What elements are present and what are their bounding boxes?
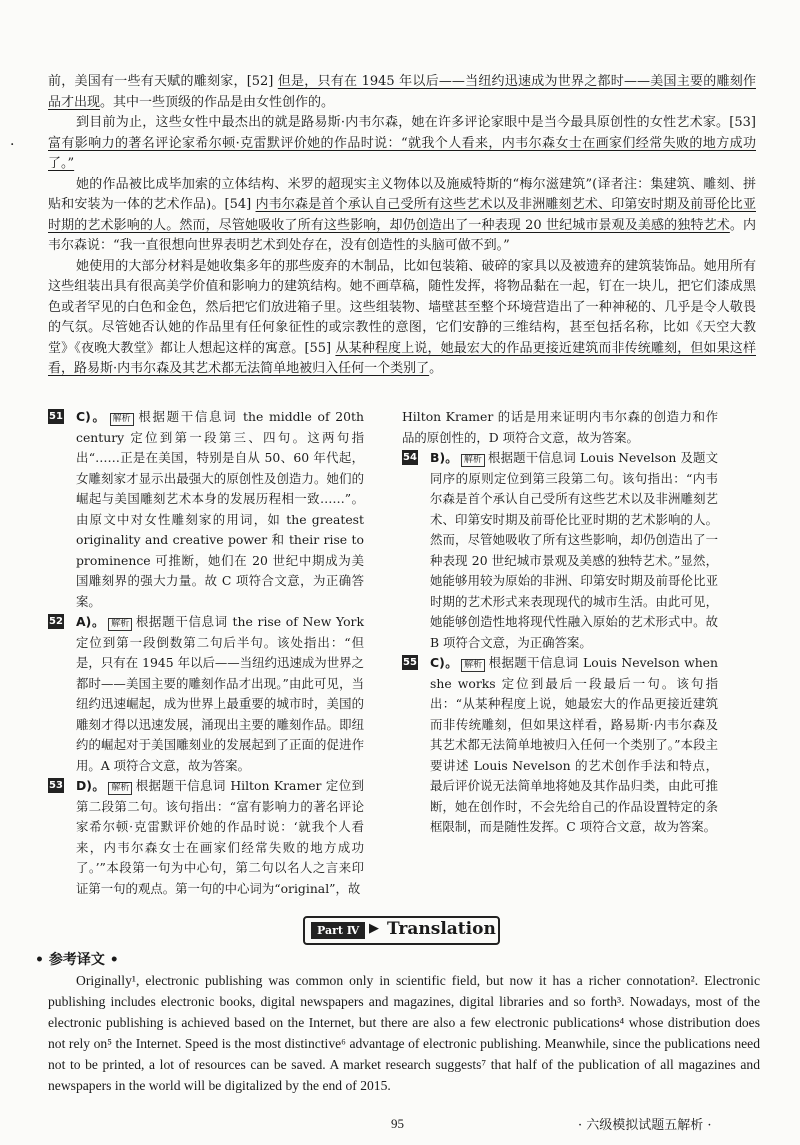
margin-dot: ·: [10, 137, 15, 153]
analysis-label: 解析: [110, 413, 134, 426]
passage-paragraph: 她的作品被比成毕加索的立体结构、米罗的超现实主义物体以及施威特斯的“梅尔滋建筑”(译者注：集建筑、雕刻、拼贴和安装为一体的艺术作品)。[54] 内韦尔森是首个承认自己受所有这些艺术以及非洲雕刻艺术、印第安时期及前哥伦比亚时期的艺术影响的人。然而，尽管她吸收了所有这些影响，却仍创造出了一种表现 20 世纪城市景观及美感的独特艺术。内韦尔森说：“我一直很想向世界表明艺术到处存在，没有创造性的头脑可做不到。”: [48, 176, 756, 253]
passage-paragraph: 前，美国有一些有天赋的雕刻家，[52] 但是，只有在 1945 年以后——当纽约迅速成为世界之都时——美国主要的雕刻作品才出现。其中一些顶级的作品是由女性创作的。: [48, 74, 756, 110]
question-number: 55: [403, 657, 417, 668]
question-number: 54: [403, 452, 417, 463]
underlined-sentence: 富有影响力的著名评论家希尔顿·克雷默评价她的作品时说：“就我个人看来，内韦尔森女士在画家们经常失败的地方成功了。”: [48, 135, 756, 171]
answer-letter: C)。: [430, 655, 459, 670]
section-banner: [303, 916, 500, 945]
passage-paragraph: 她使用的大部分材料是她收集多年的那些废弃的木制品，比如包装箱、破碎的家具以及被遗弃的建筑装饰品。她用所有这些组装出具有很高美学价值和影响力的建筑结构。她不画草稿，随性发挥，将物品黏在一起，钉在一块儿，把它们漆成黑色或者罕见的白色和金色，然后把它们放进箱子里。这些组装物、墙壁甚至整个环境营造出了一种神秘的、几乎是令人敬畏的气氛。尽管她否认她的作品里有任何象征性的或宗教性的意图，它们安静的三维结构，甚至包括名称，比如《天空大教堂》《夜晚大教堂》都让人想起这样的寓意。[55] 从某种程度上说，她最宏大的作品更接近建筑而非传统雕刻，但如果这样看，路易斯·内韦尔森及其艺术都无法简单地被归入任何一个类别了。: [48, 258, 756, 376]
passage-paragraph: 到目前为止，这些女性中最杰出的就是路易斯·内韦尔森，她在许多评论家眼中是当今最具原创性的女性艺术家。[53] 富有影响力的著名评论家希尔顿·克雷默评价她的作品时说：“就我个人看来，内韦尔森女士在画家们经常失败的地方成功了。”: [48, 115, 756, 171]
underlined-sentence: 从某种程度上说，她最宏大的作品更接近建筑而非传统雕刻，但如果这样看，路易斯·内韦尔森及其艺术都无法简单地被归入任何一个类别了: [48, 340, 756, 376]
running-footer: · 六级模拟试题五解析 ·: [578, 1118, 712, 1133]
answer-letter: B)。: [430, 450, 458, 465]
answer-letter: A)。: [76, 614, 106, 629]
answer-explanation: 根据题干信息词 Louis Nevelson when she works 定位到最后一段最后一句。该句指出：“从某种程度上说，她最宏大的作品更接近建筑而非传统雕刻，但如果这样看，路易斯·内韦尔森及其艺术都无法简单地被归入任何一个类别了。”本段主要讲述 Louis Nevelson 的艺术创作手法和特点，最后评价说无法简单地将她及其作品归类，由此可推断，她在创作时，不会先给自己的作品设置特定的条框限制，而是随性发挥。C 项符合文意，故为答案。: [430, 655, 718, 834]
translation-text: [48, 970, 760, 1096]
page-number: 95: [391, 1116, 404, 1131]
answer-item: [48, 612, 364, 776]
translation-paragraph: Originally¹, electronic publishing was common only in scientific field, but now it has a richer connotation². Electronic publishing includes electronic books, digital newspapers and magazines, digital libraries and so forth³. Nowadays, most of the electronic publishing is achieved based on the Internet, but there are also a few electronic publications⁴ whose distribution does not rely on⁵ the Internet. Speed is the most distinctive⁶ advantage of electronic publishing. Meanwhile, since the publications need not to be printed, a lot of resources can be saved. A market research suggests⁷ that half of the publication of all magazines and newspapers in the world will be digitalized by the end of 2015.: [48, 973, 760, 1093]
question-number: 51: [49, 411, 63, 422]
answer-explanation: 根据题干信息词 Hilton Kramer 定位到第二段第二句。该句指出：“富有影响力的著名评论家希尔顿·克雷默评价她的作品时说：‘就我个人看来，内韦尔森女士在画家们经常失败的地方成功了。’”本段第一句为中心句，第二句以名人之言来印证第一句的观点。第一句的中心词为“original”，故: [76, 778, 365, 896]
answer-item: [48, 407, 364, 612]
answer-explanation: 根据题干信息词 the middle of 20th century 定位到第一段第三、四句。这两句指出“……正是在美国，特别是自从 50、60 年代起，女雕刻家才显示出最强大的原创性及创造力。她们的崛起与美国雕刻艺术本身的发展历程相一致……”。由原文中对女性雕刻家的用词，如 the greatest originality and creative power 和 their rise to prominence 可推断，她们在 20 世纪中期成为美国雕刻界的强大力量。故 C 项符合文意，为正确答案。: [76, 409, 364, 609]
answer-column-right: [402, 407, 718, 838]
answer-explanation: 根据题干信息词 the rise of New York 定位到第一段倒数第二句后半句。该处指出：“但是，只有在 1945 年以后——当纽约迅速成为世界之都时——美国主要的雕刻作品才出现。”由此可见，当纽约迅速崛起，成为世界上最重要的城市时，美国的雕刻才得以迅速发展，涌现出主要的雕刻作品。即纽约的崛起对于美国雕刻业的发展起到了正面的促进作用。A 项符合文意，故为答案。: [76, 614, 364, 773]
question-number: 52: [49, 616, 63, 627]
answer-item: [402, 653, 718, 838]
question-number: 53: [49, 780, 63, 791]
section-title: Translation: [387, 919, 496, 939]
arrow-right-icon: ▶: [369, 921, 379, 936]
underlined-sentence: 但是，只有在 1945 年以后——当纽约迅速成为世界之都时——美国主要的雕刻作品才出现: [48, 74, 756, 110]
analysis-label: 解析: [461, 454, 485, 467]
answer-letter: D)。: [76, 778, 106, 793]
answer-item: [402, 448, 718, 653]
underlined-sentence: 内韦尔森是首个承认自己受所有这些艺术以及非洲雕刻艺术、印第安时期及前哥伦比亚时期的艺术影响的人。然而，尽管她吸收了所有这些影响，却仍创造出了一种表现 20 世纪城市景观及美感的独特艺术: [48, 197, 756, 233]
answer-explanation: 根据题干信息词 Louis Nevelson 及题文同序的原则定位到第三段第二句。该句指出：“内韦尔森是首个承认自己受所有这些艺术以及非洲雕刻艺术、印第安时期及前哥伦比亚时期的艺术影响的人。然而，尽管她吸收了所有这些影响，却仍创造出了一种表现 20 世纪城市景观及美感的独特艺术。”显然，她能够用较为原始的非洲、印第安时期及前哥伦比亚时期的艺术形式来表现现代的城市生活。由此可见，她能够创造性地将现代性融入原始的艺术形式中。故 B 项符合文意，为正确答案。: [430, 450, 719, 650]
answer-letter: C)。: [76, 409, 107, 424]
analysis-label: 解析: [461, 659, 485, 672]
analysis-label: 解析: [108, 782, 132, 795]
answer-continuation: Hilton Kramer 的话是用来证明内韦尔森的创造力和作品的原创性的，D 项符合文意，故为答案。: [402, 409, 718, 445]
reference-heading: • 参考译文 •: [35, 952, 119, 968]
part-label: Part Ⅳ: [311, 922, 365, 939]
answer-column-left: [48, 407, 364, 899]
answer-item: [48, 776, 364, 899]
passage-text: [48, 72, 756, 380]
analysis-label: 解析: [108, 618, 132, 631]
